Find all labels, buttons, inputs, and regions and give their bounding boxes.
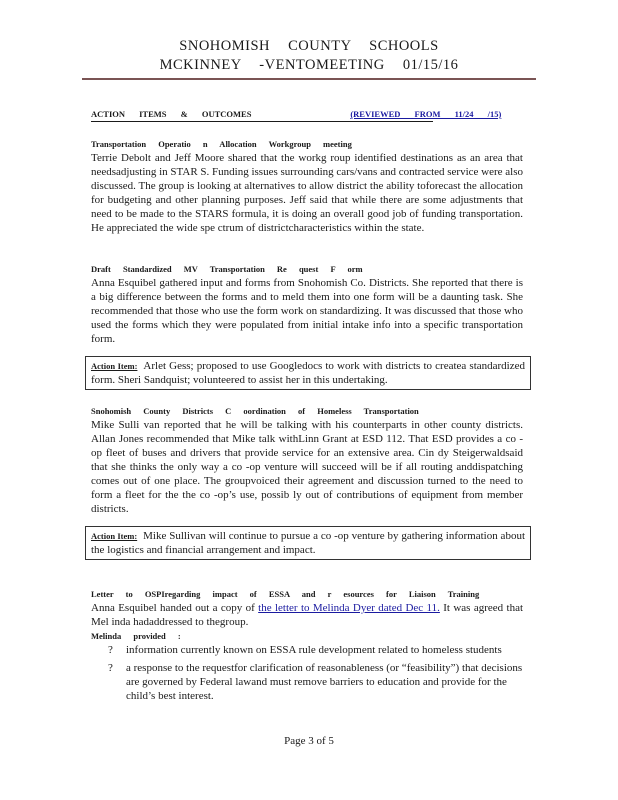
- header-meeting: MCKINNEY -VENTOMEETING 01/15/16: [159, 57, 459, 73]
- letter-link[interactable]: the letter to Melinda Dyer dated Dec 11.: [258, 602, 440, 614]
- section-text: Anna Esquibel gathered input and forms from Snohomish Co. Districts. She reported that there is a big difference between the forms and to meld them into one form will be a daunting task. She recommended that those who use the form work on standardizing. It was discussed that those who used the forms which they were populated from initial intake info into a specific transportation form.: [91, 277, 523, 345]
- action-item-text: Mike Sullivan will continue to pursue a co -op venture by gathering information about the logistics and financial arrangement and impact.: [91, 530, 525, 556]
- heading-underline: [91, 121, 433, 122]
- section-text: Terrie Debolt and Jeff Moore shared that the workg roup identified destinations as an area that needsadjusting in STAR S. Funding issues surrounding cars/vans and contracted service were also discussed. The group is looking at alternatives to allow district the ability toforecast the allocation for budgeting and other planning purposes. Jeff said that while there are some adjustments that need to be made to the STARS formula, it is doing an overall good job of funding transportation. He appreciated the wide spe ctrum of districtcharacteristics within the state.: [91, 152, 524, 234]
- section-label: Transportation Operatio n Allocation Workgroup meeting: [91, 139, 352, 149]
- section-text-after: It was agreed that Mel inda hadaddressed to thegroup.: [91, 602, 524, 628]
- section-label: Draft Standardized MV Transportation Re quest F orm: [91, 264, 363, 274]
- bullet-text: a response to the requestfor clarification of reasonableness (or “feasibility”) that decisions are governed by Federal lawand must remove barriers to education and provide for the child’s best interest.: [126, 662, 523, 702]
- action-heading-reviewed: (REVIEWED FROM 11/24 /15): [350, 109, 502, 119]
- section-draft-form: [91, 262, 523, 346]
- bullet-text: information currently known on ESSA rule development related to homeless students: [126, 644, 502, 656]
- list-item: [108, 661, 528, 703]
- list-item: [108, 643, 528, 657]
- provided-list: [108, 643, 528, 704]
- section-text: Mike Sulli van reported that he will be talking with his counterparts in other county districts. Allan Jones recommended that Mike talk withLinn Grant at ESD 112. That ESD provides a co -op fleet of buses and drivers that provide service for an extensive area. Cin dy Steigerwaldsaid that she thinks the only way a co -op venture will succeed will be if all routing anddispatching comes out of one place. The groupvoiced their agreement and discussion turned to the need to form a fleet for the the co -op’s use, possib ly out of contributions of equipment from member districts.: [91, 419, 523, 515]
- section-ospi-letter: [91, 587, 523, 643]
- section-transportation-workgroup: [91, 137, 523, 235]
- section-text-before: Anna Esquibel handed out a copy of: [91, 602, 259, 614]
- action-item-label: Action Item:: [91, 531, 138, 541]
- header-rule: [82, 78, 536, 80]
- bullet-marker: ?: [108, 644, 113, 656]
- header-org: SNOHOMISH COUNTY SCHOOLS: [179, 38, 439, 54]
- section-homeless-coordination: [91, 404, 523, 516]
- action-heading-left: ACTION ITEMS & OUTCOMES: [91, 109, 252, 119]
- action-item-text: Arlet Gess; proposed to use Googledocs to work with districts to createa standardized form. Sheri Sandquist; volunteered to assist her in this undertaking.: [91, 360, 525, 386]
- action-item-box: [85, 356, 531, 390]
- section-text: [91, 601, 523, 629]
- action-item-label: Action Item:: [91, 361, 138, 371]
- action-items-heading: [91, 109, 501, 119]
- section-label: Letter to OSPIregarding impact of ESSA and r esources for Liaison Training: [91, 589, 480, 599]
- action-item-box: [85, 526, 531, 560]
- bullet-marker: ?: [108, 662, 113, 674]
- page-number: Page 3 of 5: [284, 735, 334, 747]
- melinda-provided-label: Melinda provided :: [91, 631, 181, 641]
- section-label: Snohomish County Districts C oordination of Homeless Transportation: [91, 406, 419, 416]
